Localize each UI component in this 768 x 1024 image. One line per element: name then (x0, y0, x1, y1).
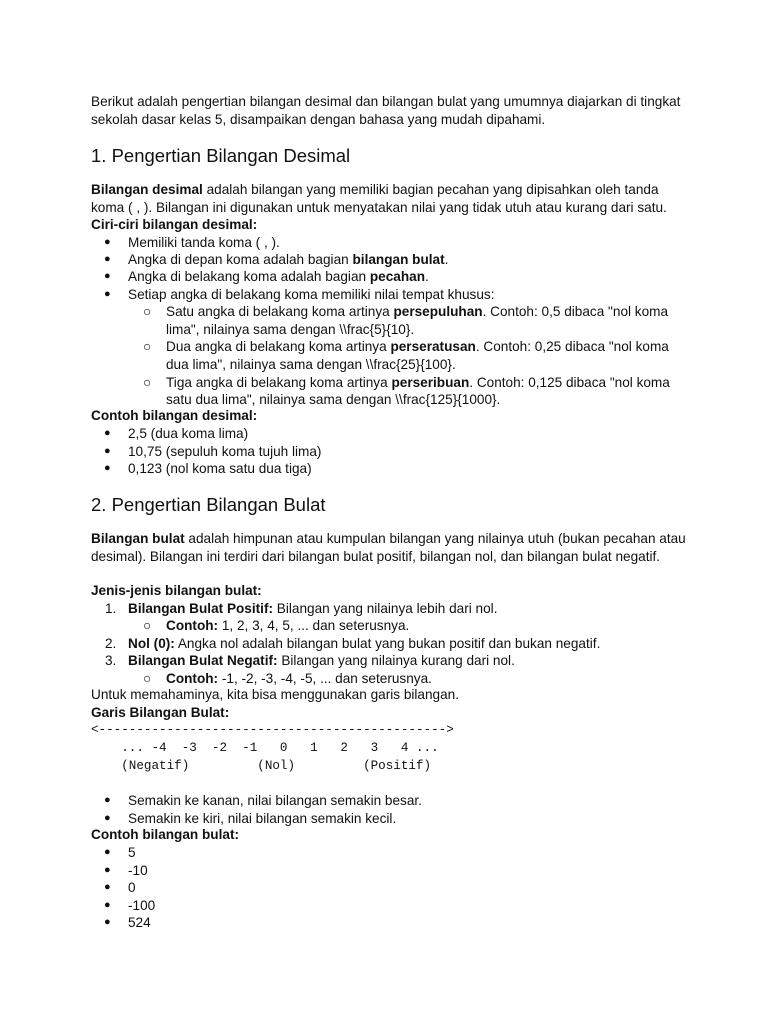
section-1-title: 1. Pengertian Bilangan Desimal (91, 145, 351, 166)
trait-3-end: . (425, 269, 429, 284)
bullet-icon: ● (104, 288, 111, 300)
subtrait-2-line-1 (166, 338, 669, 356)
subtrait-2-end: . Contoh: 0,25 dibaca "nol koma (475, 339, 669, 354)
decimal-definition-text: adalah bilangan yang memiliki bagian pecahan yang dipisahkan oleh tanda koma ( , ). Bilangan ini digunakan untuk menyatakan nilai yang tidak utuh atau kurang dari satu. (91, 182, 667, 215)
bullet-icon: ● (104, 462, 111, 474)
bullet-icon: ● (104, 794, 111, 806)
example-text: -1, -2, -3, -4, -5, ... dan seterusnya. (218, 671, 432, 686)
circle-bullet-icon: ○ (143, 339, 152, 354)
number-line-intro: Untuk memahaminya, kita bisa menggunakan garis bilangan. (91, 687, 459, 702)
decimal-examples-heading: Contoh bilangan desimal: (91, 408, 258, 423)
type-zero (128, 635, 600, 653)
integer-example: -10 (128, 863, 148, 878)
type-negative (128, 652, 515, 670)
decimal-example: 2,5 (dua koma lima) (128, 426, 249, 441)
number-line-labels: (Negatif) (Nol) (Positif) (91, 759, 432, 773)
example-text: 1, 2, 3, 4, 5, ... dan seterusnya. (218, 618, 410, 633)
subtrait-3-end: . Contoh: 0,125 dibaca "nol koma (469, 375, 670, 390)
subtrait-3-bold: perseribuan (391, 375, 470, 390)
subtrait-1-bold: persepuluhan (393, 304, 483, 319)
type-positive-text: Bilangan yang nilainya lebih dari nol. (273, 601, 498, 616)
trait-2-end: . (444, 252, 449, 267)
integer-examples-heading: Contoh bilangan bulat: (91, 827, 239, 842)
example-label: Contoh: (166, 618, 219, 633)
number-line-values: ... -4 -3 -2 -1 0 1 2 3 4 ... (91, 741, 439, 755)
bullet-icon: ● (104, 812, 111, 824)
bullet-icon: ● (104, 864, 111, 876)
bullet-icon: ● (104, 427, 111, 439)
list-number: 1. (105, 601, 117, 616)
bullet-icon: ● (104, 270, 111, 282)
subtrait-1-line-2: lima", nilainya sama dengan \\frac{5}{10}. (166, 322, 415, 337)
number-line-arrow: <----------------------------------------------> (91, 723, 454, 737)
trait-2 (128, 251, 448, 269)
subtrait-2-text: Dua angka di belakang koma artinya (166, 339, 391, 354)
bullet-icon: ● (104, 846, 111, 858)
decimal-example: 0,123 (nol koma satu dua tiga) (128, 461, 312, 476)
subtrait-1-text: Satu angka di belakang koma artinya (166, 304, 394, 319)
integer-definition-text: adalah himpunan atau kumpulan bilangan yang nilainya utuh (bukan pecahan atau desimal). Bilangan ini terdiri dari bilangan bulat positif, bilangan nol, dan bilangan bulat negatif. (91, 531, 686, 564)
circle-bullet-icon: ○ (143, 304, 152, 319)
trait-1: Memiliki tanda koma ( , ). (128, 235, 280, 250)
bullet-icon: ● (104, 253, 111, 265)
bullet-icon: ● (104, 916, 111, 928)
number-line-heading: Garis Bilangan Bulat: (91, 705, 230, 720)
trait-2-text: Angka di depan koma adalah bagian (128, 252, 353, 267)
bullet-icon: ● (104, 236, 111, 248)
type-zero-text: Angka nol adalah bilangan bulat yang bukan positif dan bukan negatif. (174, 636, 601, 651)
subtrait-3-line-1 (166, 374, 670, 392)
type-negative-example (166, 670, 432, 688)
type-negative-label: Bilangan Bulat Negatif: (128, 653, 278, 668)
type-positive-label: Bilangan Bulat Positif: (128, 601, 274, 616)
circle-bullet-icon: ○ (143, 618, 152, 633)
intro-paragraph: Berikut adalah pengertian bilangan desimal dan bilangan bulat yang umumnya diajarkan di tingkat sekolah dasar kelas 5, disampaikan dengan bahasa yang mudah dipahami. (91, 94, 681, 127)
decimal-term: Bilangan desimal (91, 182, 203, 197)
bullet-icon: ● (104, 445, 111, 457)
integer-example: 0 (128, 880, 136, 895)
subtrait-2-bold: perseratusan (390, 339, 476, 354)
subtrait-3-line-2: satu dua lima", nilainya sama dengan \\frac{125}{1000}. (166, 392, 501, 407)
trait-2-bold: bilangan bulat (352, 252, 445, 267)
integer-term: Bilangan bulat (91, 531, 185, 546)
subtrait-2-line-2: dua lima", nilainya sama dengan \\frac{25}{100}. (166, 357, 456, 372)
subtrait-1-end: . Contoh: 0,5 dibaca "nol koma (482, 304, 669, 319)
integer-example: 524 (128, 915, 151, 930)
subtrait-3-text: Tiga angka di belakang koma artinya (166, 375, 392, 390)
decimal-traits-heading: Ciri-ciri bilangan desimal: (91, 217, 258, 232)
list-number: 2. (105, 636, 117, 651)
type-positive (128, 600, 497, 618)
type-zero-label: Nol (0): (128, 636, 175, 651)
type-negative-text: Bilangan yang nilainya kurang dari nol. (277, 653, 515, 668)
example-label: Contoh: (166, 671, 219, 686)
type-positive-example (166, 617, 409, 635)
decimal-example: 10,75 (sepuluh koma tujuh lima) (128, 444, 322, 459)
subtrait-1-line-1 (166, 303, 668, 321)
circle-bullet-icon: ○ (143, 375, 152, 390)
bullet-icon: ● (104, 881, 111, 893)
decimal-definition (91, 181, 691, 216)
integer-definition (91, 530, 691, 565)
integer-example: -100 (128, 898, 156, 913)
number-line-note-left: Semakin ke kiri, nilai bilangan semakin kecil. (128, 811, 397, 826)
integer-example: 5 (128, 845, 136, 860)
circle-bullet-icon: ○ (143, 671, 152, 686)
integer-types-heading: Jenis-jenis bilangan bulat: (91, 583, 262, 598)
list-number: 3. (105, 653, 117, 668)
section-2-title: 2. Pengertian Bilangan Bulat (91, 494, 326, 515)
trait-3-text: Angka di belakang koma adalah bagian (128, 269, 370, 284)
number-line-note-right: Semakin ke kanan, nilai bilangan semakin besar. (128, 793, 422, 808)
bullet-icon: ● (104, 899, 111, 911)
trait-3-bold: pecahan (369, 269, 426, 284)
trait-3 (128, 268, 429, 286)
trait-4: Setiap angka di belakang koma memiliki nilai tempat khusus: (128, 287, 495, 302)
